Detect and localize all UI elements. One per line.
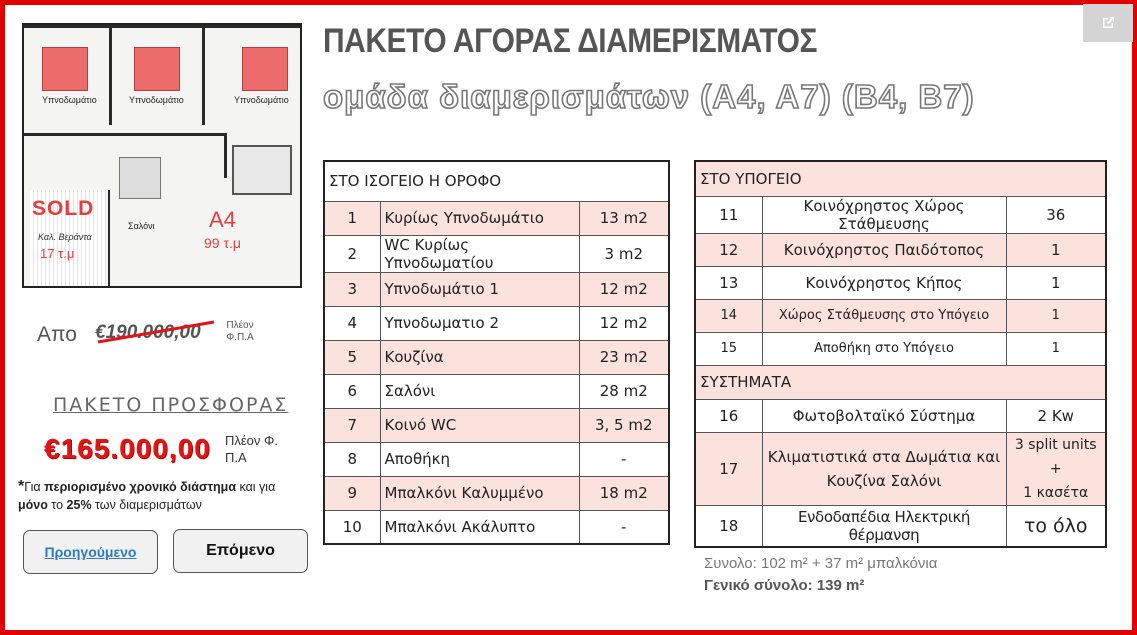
note-text-4: των διαμερισμάτων xyxy=(91,498,202,512)
sold-label: SOLD xyxy=(32,197,95,220)
row-number: 10 xyxy=(324,510,380,544)
table-row xyxy=(695,505,1106,547)
table-row xyxy=(695,432,1106,505)
row-value: 1 xyxy=(1006,299,1106,332)
row-value: 2 Kw xyxy=(1006,399,1106,432)
table-row xyxy=(695,299,1106,332)
row-value: 1 xyxy=(1006,332,1106,365)
offer-price: €165.000,00 xyxy=(44,433,211,464)
row-name-line2: Κουζίνα Σαλόνι xyxy=(826,471,942,490)
table-row xyxy=(324,476,669,510)
row-name-line1: Κλιματιστικά στα Δωμάτια και xyxy=(767,447,1001,466)
table-row xyxy=(324,408,669,442)
table-header-row xyxy=(695,365,1106,399)
row-value: - xyxy=(579,510,669,544)
row-name: Κοινό WC xyxy=(380,408,579,442)
room-label-bedroom-1: Υπνοδωμάτιο xyxy=(42,95,97,105)
row-value: 1 xyxy=(1006,266,1106,299)
row-name: Μπαλκόνι Καλυμμένο xyxy=(380,476,579,510)
row-number: 15 xyxy=(695,332,762,365)
plan-wall xyxy=(109,25,112,125)
unit-area: 99 τ.μ xyxy=(204,235,241,251)
offer-vat-line2: Π.Α xyxy=(225,450,247,465)
from-label: Απο xyxy=(37,323,77,346)
table-row xyxy=(324,374,669,408)
plan-wall xyxy=(202,25,205,125)
ground-floor-table xyxy=(323,160,670,545)
table-row xyxy=(324,510,669,544)
table-row xyxy=(695,233,1106,266)
room-label-bedroom-2: Υπνοδωμάτιο xyxy=(129,95,184,105)
table-row xyxy=(324,201,669,235)
previous-button[interactable]: Προηγούμενο xyxy=(23,530,158,574)
row-name: Κουζίνα xyxy=(380,340,579,374)
ground-floor-header: ΣΤΟ ΙΣΟΓΕΙΟ Η ΟΡΟΦΟ xyxy=(324,161,669,201)
plan-wall xyxy=(224,133,227,178)
table-row xyxy=(324,306,669,340)
row-value: 23 m2 xyxy=(579,340,669,374)
summary-total: Συνολο: 102 m² + 37 m² μπαλκόνια xyxy=(704,555,938,572)
row-value: 28 m2 xyxy=(579,374,669,408)
row-name: Σαλόνι xyxy=(380,374,579,408)
note-asterisk: * xyxy=(18,478,25,495)
unit-name: A4 xyxy=(209,207,236,232)
row-name: Αποθήκη xyxy=(380,442,579,476)
open-external-button[interactable] xyxy=(1083,4,1133,42)
plan-wall xyxy=(24,133,224,136)
row-value: 13 m2 xyxy=(579,201,669,235)
row-value: 3 m2 xyxy=(579,235,669,272)
row-number: 6 xyxy=(324,374,380,408)
row-name: Κοινόχρηστος Χώρος Στάθμευσης xyxy=(762,196,1006,233)
note-bold-2: μόνο xyxy=(18,498,48,512)
table-row xyxy=(324,340,669,374)
offer-price-vat xyxy=(225,432,278,466)
table-row xyxy=(324,272,669,306)
row-number: 4 xyxy=(324,306,380,340)
balcony-label: Καλ. Βεράντα xyxy=(38,232,92,242)
offer-vat-line1: Πλέον Φ. xyxy=(225,433,279,448)
row-name: Κοινόχρηστος Παιδότοπος xyxy=(762,233,1006,266)
page-subtitle: ομάδα διαμερισμάτων (Α4, Α7) (Β4, Β7) xyxy=(323,78,975,115)
row-value: 12 m2 xyxy=(579,306,669,340)
row-number: 8 xyxy=(324,442,380,476)
table-row xyxy=(324,442,669,476)
row-value: 3, 5 m2 xyxy=(579,408,669,442)
row-number: 17 xyxy=(695,432,762,505)
row-number: 5 xyxy=(324,340,380,374)
row-name xyxy=(762,432,1006,505)
bed-1 xyxy=(42,47,88,91)
row-value: το όλο xyxy=(1006,505,1106,547)
row-name: WC Κυρίως Υπνοδωματίου xyxy=(380,235,579,272)
row-name: Κυρίως Υπνοδωμάτιο xyxy=(380,201,579,235)
row-number: 2 xyxy=(324,235,380,272)
row-name: Υπνοδωμάτιο 1 xyxy=(380,272,579,306)
basement-table xyxy=(694,160,1107,548)
row-number: 12 xyxy=(695,233,762,266)
note-text-3: το xyxy=(47,498,67,512)
row-value: - xyxy=(579,442,669,476)
table-row xyxy=(695,399,1106,432)
limited-offer-note xyxy=(18,478,303,514)
strikethrough-line xyxy=(96,314,216,348)
balcony-area-value: 17 τ.μ xyxy=(40,246,75,261)
old-price-vat: Πλέον Φ.Π.Α xyxy=(226,320,254,343)
row-number: 7 xyxy=(324,408,380,442)
row-value xyxy=(1006,432,1106,505)
bed-3 xyxy=(242,47,288,91)
row-value: 1 xyxy=(1006,233,1106,266)
row-number: 1 xyxy=(324,201,380,235)
note-bold-1: περιορισμένο χρονικό διάστημα xyxy=(44,480,236,494)
note-text-2: και για xyxy=(236,480,276,494)
kitchen-counter xyxy=(232,145,292,195)
table-row xyxy=(695,266,1106,299)
plan-wall xyxy=(108,190,110,288)
row-value-line2: 1 κασέτα xyxy=(1023,484,1089,501)
row-name: Ενδοδαπέδια Ηλεκτρική θέρμανση xyxy=(762,505,1006,547)
row-name: Αποθήκη στο Υπόγειο xyxy=(762,332,1006,365)
systems-header: ΣΥΣΤΗΜΑΤΑ xyxy=(695,365,1106,399)
note-bold-3: 25% xyxy=(66,498,92,512)
row-name: Φωτοβολταϊκό Σύστημα xyxy=(762,399,1006,432)
external-link-icon xyxy=(1100,15,1116,31)
sofa xyxy=(119,157,161,199)
table-header-row xyxy=(324,161,669,201)
note-text-1: Για xyxy=(24,480,45,494)
room-label-bedroom-3: Υπνοδωμάτιο xyxy=(234,95,289,105)
basement-header: ΣΤΟ ΥΠΟΓΕΙΟ xyxy=(695,161,1106,196)
row-name: Μπαλκόνι Ακάλυπτο xyxy=(380,510,579,544)
row-value: 36 xyxy=(1006,196,1106,233)
next-button[interactable]: Επόμενο xyxy=(173,529,308,573)
row-name: Κοινόχρηστος Κήπος xyxy=(762,266,1006,299)
row-value-line1: 3 split units + xyxy=(1014,436,1097,477)
page-title: ΠΑΚΕΤΟ ΑΓΟΡΑΣ ΔΙΑΜΕΡΙΣΜΑΤΟΣ xyxy=(323,22,818,60)
summary-grand-total: Γενικό σύνολο: 139 m² xyxy=(704,577,865,594)
row-value: 12 m2 xyxy=(579,272,669,306)
floor-plan xyxy=(22,23,302,288)
bed-2 xyxy=(134,47,180,91)
row-number: 9 xyxy=(324,476,380,510)
plan-wall xyxy=(24,25,302,28)
table-header-row xyxy=(695,161,1106,196)
row-name: Χώρος Στάθμευσης στο Υπόγειο xyxy=(762,299,1006,332)
row-name: Υπνοδωματιο 2 xyxy=(380,306,579,340)
row-value: 18 m2 xyxy=(579,476,669,510)
old-price: €190.000,00 xyxy=(95,322,201,343)
room-label-living: Σαλόνι xyxy=(128,221,155,231)
table-row xyxy=(324,235,669,272)
table-row xyxy=(695,332,1106,365)
table-row xyxy=(695,196,1106,233)
ground-floor-rows xyxy=(324,201,669,544)
basement-rows xyxy=(695,196,1106,365)
package-offer-title: ΠΑΚΕΤΟ ΠΡΟΣΦΟΡΑΣ xyxy=(53,394,289,416)
row-number: 11 xyxy=(695,196,762,233)
row-number: 13 xyxy=(695,266,762,299)
row-number: 14 xyxy=(695,299,762,332)
row-number: 18 xyxy=(695,505,762,547)
row-number: 3 xyxy=(324,272,380,306)
row-number: 16 xyxy=(695,399,762,432)
